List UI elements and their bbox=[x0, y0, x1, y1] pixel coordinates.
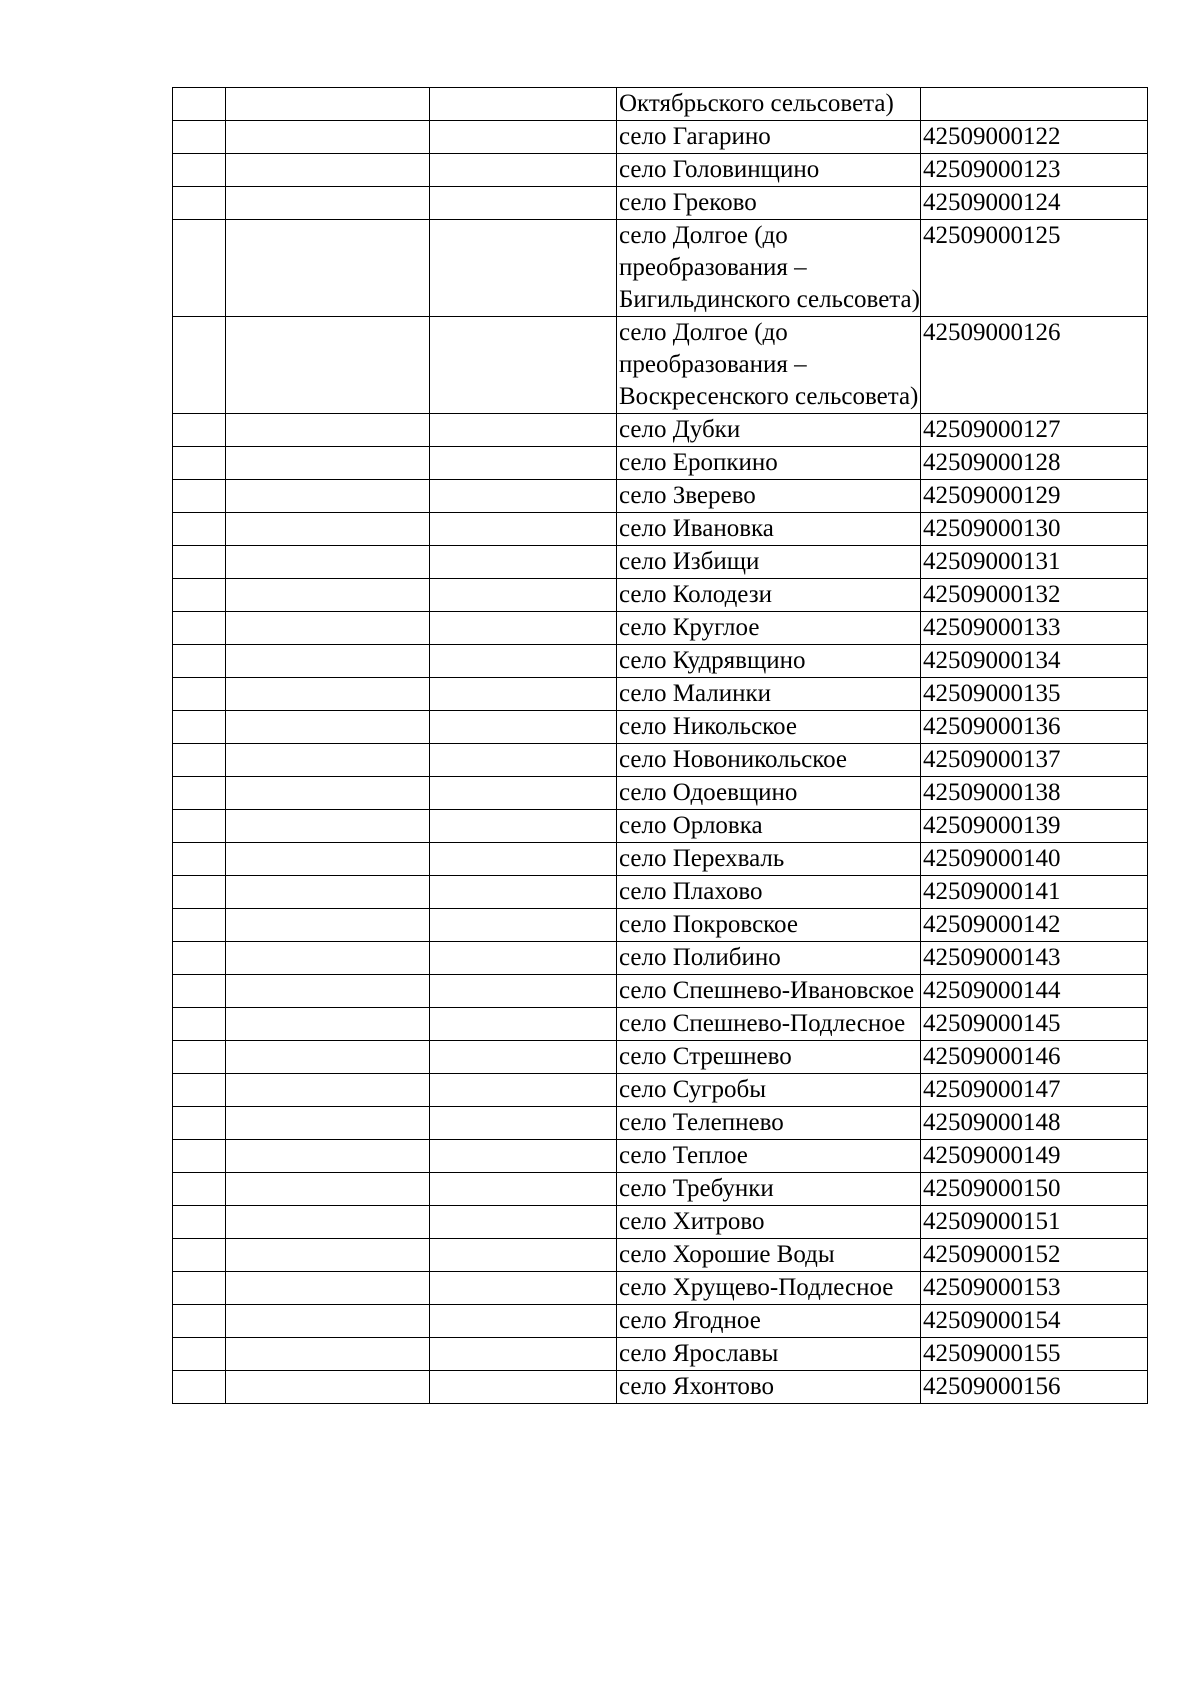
empty-cell bbox=[430, 579, 617, 612]
table-row bbox=[173, 678, 1148, 711]
oktmo-code-cell: 42509000142 bbox=[921, 909, 1148, 942]
empty-cell bbox=[173, 1074, 226, 1107]
empty-cell bbox=[173, 744, 226, 777]
empty-cell bbox=[430, 876, 617, 909]
empty-cell bbox=[173, 579, 226, 612]
table-row bbox=[173, 711, 1148, 744]
settlement-name-cell: село Ярославы bbox=[617, 1338, 921, 1371]
empty-cell bbox=[430, 546, 617, 579]
empty-cell bbox=[173, 480, 226, 513]
empty-cell bbox=[226, 154, 430, 187]
table-row bbox=[173, 1272, 1148, 1305]
table-row bbox=[173, 744, 1148, 777]
empty-cell bbox=[430, 1107, 617, 1140]
empty-cell bbox=[173, 975, 226, 1008]
settlement-name-cell: село Хитрово bbox=[617, 1206, 921, 1239]
empty-cell bbox=[430, 414, 617, 447]
table-row bbox=[173, 1305, 1148, 1338]
table-row bbox=[173, 843, 1148, 876]
empty-cell bbox=[430, 1008, 617, 1041]
empty-cell bbox=[173, 909, 226, 942]
table-row bbox=[173, 810, 1148, 843]
settlement-name-cell: село Перехваль bbox=[617, 843, 921, 876]
table-row bbox=[173, 1173, 1148, 1206]
oktmo-code-cell: 42509000131 bbox=[921, 546, 1148, 579]
empty-cell bbox=[226, 1371, 430, 1404]
settlement-name-cell: село Кудрявщино bbox=[617, 645, 921, 678]
empty-cell bbox=[226, 645, 430, 678]
settlement-name-cell: село Хорошие Воды bbox=[617, 1239, 921, 1272]
empty-cell bbox=[226, 1305, 430, 1338]
empty-cell bbox=[173, 1338, 226, 1371]
table-row bbox=[173, 220, 1148, 317]
oktmo-code-cell: 42509000146 bbox=[921, 1041, 1148, 1074]
empty-cell bbox=[173, 1206, 226, 1239]
empty-cell bbox=[226, 1338, 430, 1371]
oktmo-code-cell: 42509000125 bbox=[921, 220, 1148, 317]
empty-cell bbox=[430, 1074, 617, 1107]
table-row bbox=[173, 121, 1148, 154]
empty-cell bbox=[430, 1206, 617, 1239]
oktmo-code-cell: 42509000138 bbox=[921, 777, 1148, 810]
empty-cell bbox=[430, 1272, 617, 1305]
table-row bbox=[173, 88, 1148, 121]
table-row bbox=[173, 317, 1148, 414]
table-row bbox=[173, 447, 1148, 480]
settlement-name-cell: село Ивановка bbox=[617, 513, 921, 546]
empty-cell bbox=[226, 513, 430, 546]
settlement-name-cell: село Ягодное bbox=[617, 1305, 921, 1338]
empty-cell bbox=[430, 88, 617, 121]
empty-cell bbox=[226, 909, 430, 942]
empty-cell bbox=[173, 1272, 226, 1305]
oktmo-code-cell: 42509000132 bbox=[921, 579, 1148, 612]
empty-cell bbox=[226, 1107, 430, 1140]
empty-cell bbox=[226, 744, 430, 777]
table-row bbox=[173, 612, 1148, 645]
empty-cell bbox=[173, 317, 226, 414]
table-row bbox=[173, 513, 1148, 546]
oktmo-code-cell: 42509000143 bbox=[921, 942, 1148, 975]
empty-cell bbox=[430, 187, 617, 220]
empty-cell bbox=[226, 1239, 430, 1272]
oktmo-code-cell: 42509000147 bbox=[921, 1074, 1148, 1107]
oktmo-code-cell: 42509000152 bbox=[921, 1239, 1148, 1272]
table-row bbox=[173, 1074, 1148, 1107]
settlement-name-cell: село Покровское bbox=[617, 909, 921, 942]
oktmo-code-cell: 42509000145 bbox=[921, 1008, 1148, 1041]
oktmo-code-cell: 42509000127 bbox=[921, 414, 1148, 447]
settlement-name-cell: село Плахово bbox=[617, 876, 921, 909]
empty-cell bbox=[226, 220, 430, 317]
settlement-name-cell: село Дубки bbox=[617, 414, 921, 447]
empty-cell bbox=[226, 1041, 430, 1074]
settlement-name-cell: село Стрешнево bbox=[617, 1041, 921, 1074]
empty-cell bbox=[173, 1371, 226, 1404]
empty-cell bbox=[226, 414, 430, 447]
empty-cell bbox=[173, 876, 226, 909]
oktmo-code-cell: 42509000130 bbox=[921, 513, 1148, 546]
empty-cell bbox=[173, 154, 226, 187]
empty-cell bbox=[173, 1173, 226, 1206]
settlement-name-cell: село Малинки bbox=[617, 678, 921, 711]
empty-cell bbox=[173, 711, 226, 744]
empty-cell bbox=[226, 876, 430, 909]
oktmo-code-cell: 42509000135 bbox=[921, 678, 1148, 711]
empty-cell bbox=[226, 1008, 430, 1041]
empty-cell bbox=[173, 1041, 226, 1074]
settlement-name-cell: село Греково bbox=[617, 187, 921, 220]
table-row bbox=[173, 480, 1148, 513]
oktmo-code-cell: 42509000126 bbox=[921, 317, 1148, 414]
empty-cell bbox=[226, 88, 430, 121]
empty-cell bbox=[226, 1140, 430, 1173]
empty-cell bbox=[173, 777, 226, 810]
empty-cell bbox=[430, 645, 617, 678]
empty-cell bbox=[430, 317, 617, 414]
oktmo-code-cell: 42509000155 bbox=[921, 1338, 1148, 1371]
empty-cell bbox=[430, 1041, 617, 1074]
empty-cell bbox=[226, 777, 430, 810]
empty-cell bbox=[430, 513, 617, 546]
empty-cell bbox=[226, 1206, 430, 1239]
empty-cell bbox=[226, 942, 430, 975]
settlement-name-cell: село Сугробы bbox=[617, 1074, 921, 1107]
oktmo-code-cell: 42509000153 bbox=[921, 1272, 1148, 1305]
empty-cell bbox=[226, 810, 430, 843]
empty-cell bbox=[173, 1107, 226, 1140]
empty-cell bbox=[173, 810, 226, 843]
oktmo-code-cell: 42509000136 bbox=[921, 711, 1148, 744]
settlement-name-cell: село Спешнево-Ивановское bbox=[617, 975, 921, 1008]
settlement-name-cell: село Еропкино bbox=[617, 447, 921, 480]
settlement-name-cell: село Избищи bbox=[617, 546, 921, 579]
empty-cell bbox=[430, 1140, 617, 1173]
settlement-name-cell: село Круглое bbox=[617, 612, 921, 645]
oktmo-code-cell: 42509000129 bbox=[921, 480, 1148, 513]
oktmo-code-cell: 42509000149 bbox=[921, 1140, 1148, 1173]
settlement-name-cell: село Полибино bbox=[617, 942, 921, 975]
settlement-name-cell: село Долгое (до преобразования – Воскресенского сельсовета) bbox=[617, 317, 921, 414]
empty-cell bbox=[226, 187, 430, 220]
oktmo-code-cell: 42509000139 bbox=[921, 810, 1148, 843]
settlement-name-cell: село Теплое bbox=[617, 1140, 921, 1173]
empty-cell bbox=[226, 579, 430, 612]
empty-cell bbox=[430, 1371, 617, 1404]
table-row bbox=[173, 1371, 1148, 1404]
table-row bbox=[173, 1239, 1148, 1272]
empty-cell bbox=[173, 1239, 226, 1272]
oktmo-code-cell: 42509000134 bbox=[921, 645, 1148, 678]
table-row bbox=[173, 154, 1148, 187]
settlement-name-cell: село Телепнево bbox=[617, 1107, 921, 1140]
settlement-name-cell: село Никольское bbox=[617, 711, 921, 744]
table-row bbox=[173, 414, 1148, 447]
oktmo-code-cell: 42509000124 bbox=[921, 187, 1148, 220]
settlement-name-cell: село Одоевщино bbox=[617, 777, 921, 810]
empty-cell bbox=[226, 447, 430, 480]
empty-cell bbox=[226, 317, 430, 414]
empty-cell bbox=[173, 843, 226, 876]
empty-cell bbox=[226, 975, 430, 1008]
empty-cell bbox=[173, 513, 226, 546]
settlement-name-cell: село Яхонтово bbox=[617, 1371, 921, 1404]
settlement-name-cell: село Долгое (до преобразования – Бигильдинского сельсовета) bbox=[617, 220, 921, 317]
empty-cell bbox=[430, 942, 617, 975]
settlement-name-cell: село Орловка bbox=[617, 810, 921, 843]
empty-cell bbox=[173, 220, 226, 317]
oktmo-code-cell: 42509000156 bbox=[921, 1371, 1148, 1404]
empty-cell bbox=[430, 711, 617, 744]
empty-cell bbox=[430, 121, 617, 154]
empty-cell bbox=[226, 678, 430, 711]
empty-cell bbox=[173, 187, 226, 220]
empty-cell bbox=[430, 975, 617, 1008]
empty-cell bbox=[173, 942, 226, 975]
empty-cell bbox=[226, 843, 430, 876]
table-row bbox=[173, 1206, 1148, 1239]
empty-cell bbox=[430, 843, 617, 876]
empty-cell bbox=[430, 909, 617, 942]
table-row bbox=[173, 1008, 1148, 1041]
empty-cell bbox=[226, 1272, 430, 1305]
settlement-name-cell: Октябрьского сельсовета) bbox=[617, 88, 921, 121]
settlement-name-cell: село Новоникольское bbox=[617, 744, 921, 777]
settlements-table bbox=[172, 87, 1148, 1404]
table-row bbox=[173, 579, 1148, 612]
empty-cell bbox=[430, 1338, 617, 1371]
empty-cell bbox=[430, 1173, 617, 1206]
empty-cell bbox=[173, 612, 226, 645]
empty-cell bbox=[430, 612, 617, 645]
empty-cell bbox=[430, 480, 617, 513]
oktmo-code-cell: 42509000154 bbox=[921, 1305, 1148, 1338]
table-row bbox=[173, 1041, 1148, 1074]
empty-cell bbox=[173, 645, 226, 678]
empty-cell bbox=[173, 678, 226, 711]
table-row bbox=[173, 909, 1148, 942]
oktmo-code-cell: 42509000140 bbox=[921, 843, 1148, 876]
table-row bbox=[173, 1338, 1148, 1371]
empty-cell bbox=[173, 88, 226, 121]
oktmo-code-cell: 42509000123 bbox=[921, 154, 1148, 187]
oktmo-code-cell: 42509000128 bbox=[921, 447, 1148, 480]
empty-cell bbox=[430, 447, 617, 480]
oktmo-code-cell: 42509000150 bbox=[921, 1173, 1148, 1206]
settlement-name-cell: село Спешнево-Подлесное bbox=[617, 1008, 921, 1041]
settlement-name-cell: село Гагарино bbox=[617, 121, 921, 154]
settlement-name-cell: село Хрущево-Подлесное bbox=[617, 1272, 921, 1305]
empty-cell bbox=[226, 121, 430, 154]
empty-cell bbox=[430, 1239, 617, 1272]
empty-cell bbox=[173, 121, 226, 154]
oktmo-code-cell: 42509000133 bbox=[921, 612, 1148, 645]
settlements-table-body bbox=[173, 88, 1148, 1404]
oktmo-code-cell bbox=[921, 88, 1148, 121]
table-row bbox=[173, 1107, 1148, 1140]
empty-cell bbox=[173, 414, 226, 447]
empty-cell bbox=[226, 612, 430, 645]
oktmo-code-cell: 42509000122 bbox=[921, 121, 1148, 154]
table-row bbox=[173, 975, 1148, 1008]
empty-cell bbox=[226, 1074, 430, 1107]
empty-cell bbox=[173, 447, 226, 480]
table-row bbox=[173, 876, 1148, 909]
table-row bbox=[173, 187, 1148, 220]
empty-cell bbox=[430, 810, 617, 843]
empty-cell bbox=[226, 546, 430, 579]
table-row bbox=[173, 1140, 1148, 1173]
settlement-name-cell: село Требунки bbox=[617, 1173, 921, 1206]
oktmo-code-cell: 42509000141 bbox=[921, 876, 1148, 909]
oktmo-code-cell: 42509000151 bbox=[921, 1206, 1148, 1239]
empty-cell bbox=[430, 678, 617, 711]
oktmo-code-cell: 42509000148 bbox=[921, 1107, 1148, 1140]
empty-cell bbox=[226, 480, 430, 513]
table-row bbox=[173, 645, 1148, 678]
settlement-name-cell: село Колодези bbox=[617, 579, 921, 612]
empty-cell bbox=[430, 744, 617, 777]
table-row bbox=[173, 546, 1148, 579]
empty-cell bbox=[226, 1173, 430, 1206]
empty-cell bbox=[430, 220, 617, 317]
oktmo-code-cell: 42509000144 bbox=[921, 975, 1148, 1008]
empty-cell bbox=[173, 1140, 226, 1173]
table-row bbox=[173, 777, 1148, 810]
table-row bbox=[173, 942, 1148, 975]
empty-cell bbox=[226, 711, 430, 744]
oktmo-code-cell: 42509000137 bbox=[921, 744, 1148, 777]
settlement-name-cell: село Головинщино bbox=[617, 154, 921, 187]
empty-cell bbox=[430, 777, 617, 810]
empty-cell bbox=[173, 1305, 226, 1338]
empty-cell bbox=[430, 1305, 617, 1338]
settlement-name-cell: село Зверево bbox=[617, 480, 921, 513]
empty-cell bbox=[173, 546, 226, 579]
empty-cell bbox=[173, 1008, 226, 1041]
empty-cell bbox=[430, 154, 617, 187]
